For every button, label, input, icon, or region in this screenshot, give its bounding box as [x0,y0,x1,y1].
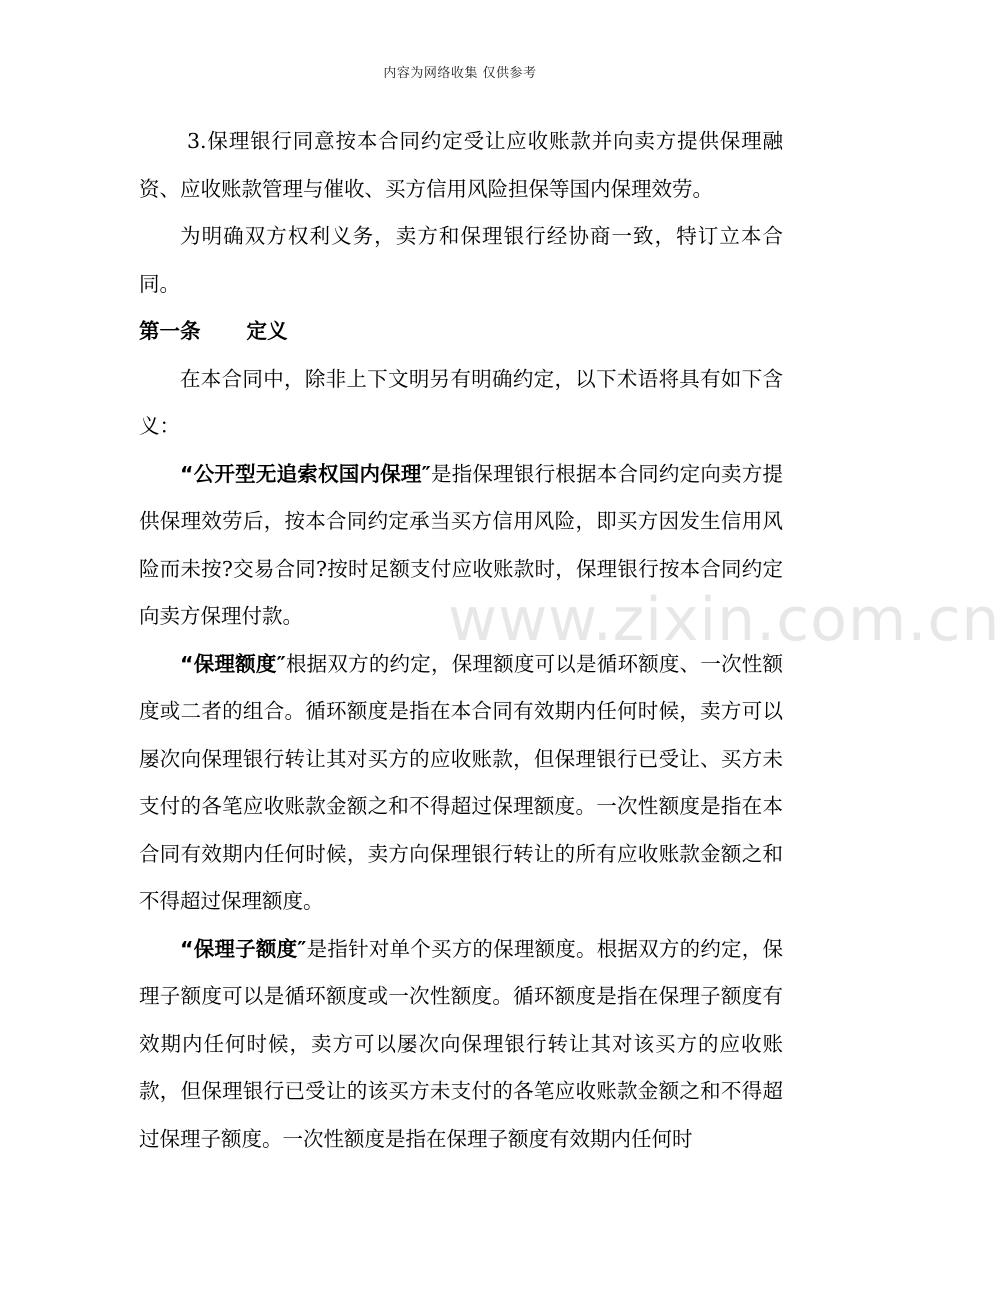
definition-factoring-sub-limit [139,926,783,1164]
article-title: 定义 [246,319,288,343]
definition-text: 根据双方的约定，保理额度可以是循环额度、一次性额度或二者的组合。循环额度是指在本合同有效期内任何时候，卖方可以屡次向保理银行转让其对买方的应收账款，但保理银行已受让、买方未支付的各笔应收账款金额之和不得超过保理额度。一次性额度是指在本合同有效期内任何时候，卖方向保理银行转让的所有应收账款金额之和不得超过保理额度。 [139,651,783,913]
term-factoring-sub-limit: “保理子额度″ [180,936,307,961]
definition-text: 是指保理银行根据本合同约定向卖方提供保理效劳后，按本合同约定承当买方信用风险，即买方因发生信用风险而未按?交易合同?按时足额支付应收账款时，保理银行按本合同约定向卖方保理付款。 [139,461,783,628]
definition-factoring-limit [139,641,783,926]
paragraph-definitions-intro: 在本合同中，除非上下文明另有明确约定，以下术语将具有如下含义： [139,366,783,438]
document-body [139,118,783,1163]
definition-text: 是指针对单个买方的保理额度。根据双方的约定，保理子额度可以是循环额度或一次性额度。循环额度是指在保理子额度有效期内任何时候，卖方可以屡次向保理银行转让其对该买方的应收账款，但保理银行已受让的该买方未支付的各笔应收账款金额之和不得超过保理子额度。一次性额度是指在保理子额度有效期内任何时 [139,936,783,1151]
article-heading [139,308,783,356]
watermark: www.zixin.com.cn [448,585,1000,655]
term-non-recourse-factoring: “公开型无追索权国内保理″ [180,461,431,486]
paragraph-clause-3: 3.保理银行同意按本合同约定受让应收账款并向卖方提供保理融资、应收账款管理与催收、买方信用风险担保等国内保理效劳。 [139,129,783,201]
paragraph-purpose: 为明确双方权利义务，卖方和保理银行经协商一致，特订立本合同。 [139,224,783,296]
page-header: 内容为网络收集 仅供参考 [383,66,537,81]
term-factoring-limit: “保理额度″ [180,651,286,676]
article-number: 第一条 [139,319,201,343]
definition-non-recourse-factoring [139,451,783,641]
